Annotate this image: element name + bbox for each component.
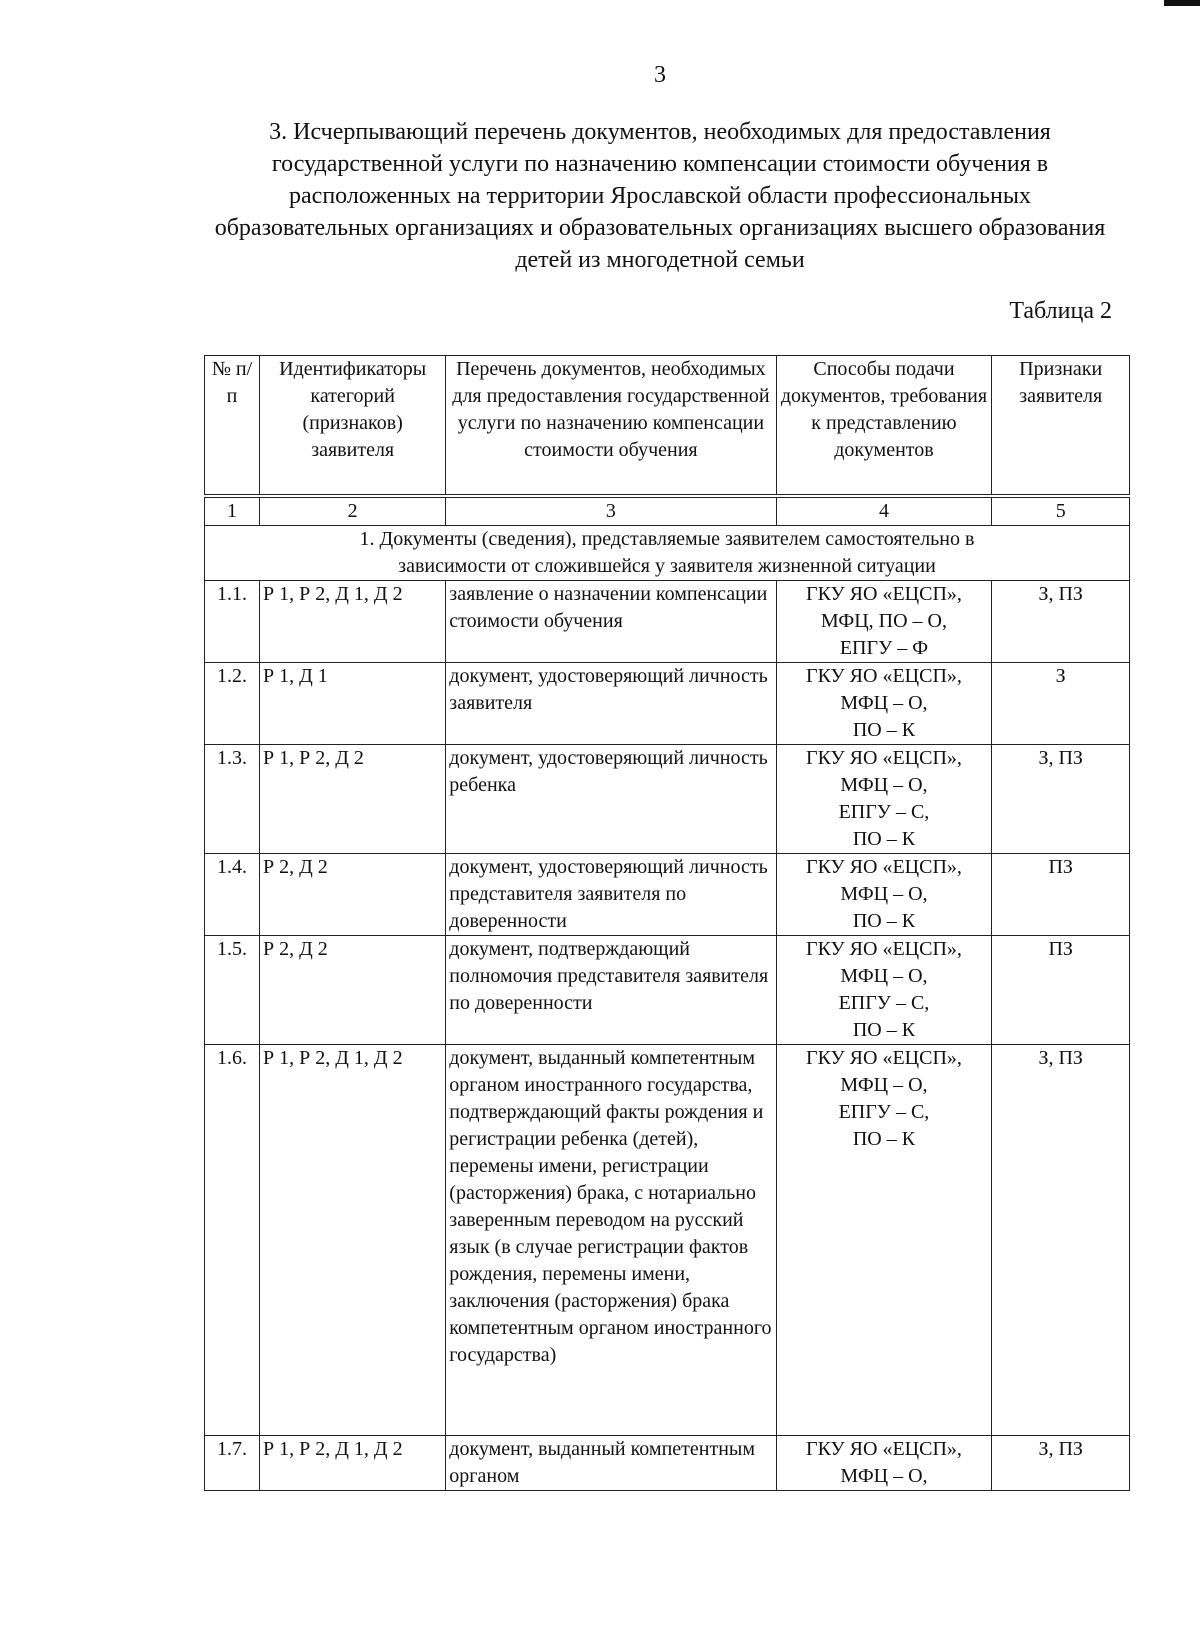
- row-attributes: З, ПЗ: [992, 1436, 1130, 1491]
- row-identifiers: Р 1, Р 2, Д 1, Д 2: [260, 581, 446, 663]
- header-cell-attributes: Признаки заявителя: [992, 356, 1130, 497]
- method-line: ГКУ ЯО «ЕЦСП»,: [806, 938, 962, 960]
- method-line: ПО – К: [852, 828, 916, 850]
- method-line: МФЦ – О,: [840, 774, 928, 796]
- row-document: документ, выданный компетентным органом: [446, 1436, 776, 1491]
- method-line: ГКУ ЯО «ЕЦСП»,: [806, 1047, 962, 1069]
- column-number: 4: [776, 496, 992, 526]
- row-number: 1.5.: [205, 936, 260, 1045]
- row-document: документ, удостоверяющий личность ребенка: [446, 745, 776, 854]
- table-row: [205, 1045, 1130, 1436]
- column-number: 2: [260, 496, 446, 526]
- row-methods: [776, 854, 992, 936]
- table-label: Таблица 2: [1009, 298, 1112, 324]
- row-identifiers: Р 2, Д 2: [260, 936, 446, 1045]
- table-row: [205, 581, 1130, 663]
- method-line: ЕПГУ – Ф: [839, 637, 929, 659]
- section-heading: 3. Исчерпывающий перечень документов, необходимых для предоставления государственной услуги по назначению компенсации стоимости обучения в расположенных на территории Ярославской области профессиональных образовательных организациях и образовательных организациях высшего образования детей из многодетной семьи: [214, 119, 1106, 273]
- table-row: [205, 663, 1130, 745]
- row-number: 1.3.: [205, 745, 260, 854]
- method-line: ГКУ ЯО «ЕЦСП»,: [806, 1438, 962, 1460]
- method-line: ГКУ ЯО «ЕЦСП»,: [806, 856, 962, 878]
- table-row: [205, 936, 1130, 1045]
- method-line: ГКУ ЯО «ЕЦСП»,: [806, 747, 962, 769]
- method-line: ЕПГУ – С,: [838, 801, 930, 823]
- method-line: МФЦ – О,: [840, 1074, 928, 1096]
- row-attributes: ПЗ: [992, 936, 1130, 1045]
- row-document: документ, удостоверяющий личность представителя заявителя по доверенности: [446, 854, 776, 936]
- column-number: 5: [992, 496, 1130, 526]
- row-methods: [776, 581, 992, 663]
- row-identifiers: Р 1, Р 2, Д 2: [260, 745, 446, 854]
- row-number: 1.6.: [205, 1045, 260, 1436]
- row-methods: [776, 936, 992, 1045]
- row-methods: [776, 1045, 992, 1436]
- row-number: 1.7.: [205, 1436, 260, 1491]
- row-number: 1.2.: [205, 663, 260, 745]
- documents-table: [204, 355, 1130, 1491]
- row-attributes: ПЗ: [992, 854, 1130, 936]
- table-row: [205, 745, 1130, 854]
- page-number: 3: [654, 62, 666, 88]
- row-identifiers: Р 1, Р 2, Д 1, Д 2: [260, 1436, 446, 1491]
- scan-corner-mark: [1164, 0, 1200, 6]
- method-line: ПО – К: [852, 719, 916, 741]
- method-line: ГКУ ЯО «ЕЦСП»,: [806, 665, 962, 687]
- method-line: ПО – К: [852, 1019, 916, 1041]
- row-methods: [776, 745, 992, 854]
- row-number: 1.4.: [205, 854, 260, 936]
- row-attributes: З, ПЗ: [992, 581, 1130, 663]
- row-identifiers: Р 2, Д 2: [260, 854, 446, 936]
- method-line: ПО – К: [852, 1128, 916, 1150]
- row-attributes: З, ПЗ: [992, 1045, 1130, 1436]
- row-document: документ, выданный компетентным органом иностранного государства, подтверждающий факты рождения и регистрации ребенка (детей), перемены имени, регистрации (расторжения) брака, с нотариально заверенным переводом на русский язык (в случае регистрации фактов рождения, перемены имени, заключения (расторжения) брака компетентным органом иностранного государства): [446, 1045, 776, 1436]
- row-identifiers: Р 1, Д 1: [260, 663, 446, 745]
- method-line: ГКУ ЯО «ЕЦСП»,: [806, 583, 962, 605]
- row-methods: [776, 1436, 992, 1491]
- row-document: документ, подтверждающий полномочия представителя заявителя по доверенности: [446, 936, 776, 1045]
- method-line: МФЦ – О,: [840, 965, 928, 987]
- method-line: МФЦ, ПО – О,: [820, 610, 947, 632]
- row-attributes: З: [992, 663, 1130, 745]
- method-line: ЕПГУ – С,: [838, 1101, 930, 1123]
- method-line: МФЦ – О,: [840, 1465, 928, 1487]
- method-line: МФЦ – О,: [840, 692, 928, 714]
- method-line: ПО – К: [852, 910, 916, 932]
- row-methods: [776, 663, 992, 745]
- row-number: 1.1.: [205, 581, 260, 663]
- section-title: 1. Документы (сведения), представляемые заявителем самостоятельно в зависимости от сложившейся у заявителя жизненной ситуации: [205, 526, 1130, 581]
- table-header-row: [205, 356, 1130, 497]
- column-number: 3: [446, 496, 776, 526]
- table-row: [205, 854, 1130, 936]
- row-identifiers: Р 1, Р 2, Д 1, Д 2: [260, 1045, 446, 1436]
- table-row: [205, 1436, 1130, 1491]
- row-attributes: З, ПЗ: [992, 745, 1130, 854]
- method-line: ЕПГУ – С,: [838, 992, 930, 1014]
- section-row: [205, 526, 1130, 581]
- column-number: 1: [205, 496, 260, 526]
- header-cell-number: № п/п: [205, 356, 260, 497]
- method-line: МФЦ – О,: [840, 883, 928, 905]
- header-cell-documents: Перечень документов, необходимых для предоставления государственной услуги по назначению компенсации стоимости обучения: [446, 356, 776, 497]
- row-document: документ, удостоверяющий личность заявителя: [446, 663, 776, 745]
- header-cell-methods: Способы подачи документов, требования к представлению документов: [776, 356, 992, 497]
- row-document: заявление о назначении компенсации стоимости обучения: [446, 581, 776, 663]
- header-cell-identifiers: Идентификаторы категорий (признаков) заявителя: [260, 356, 446, 497]
- column-number-row: [205, 496, 1130, 526]
